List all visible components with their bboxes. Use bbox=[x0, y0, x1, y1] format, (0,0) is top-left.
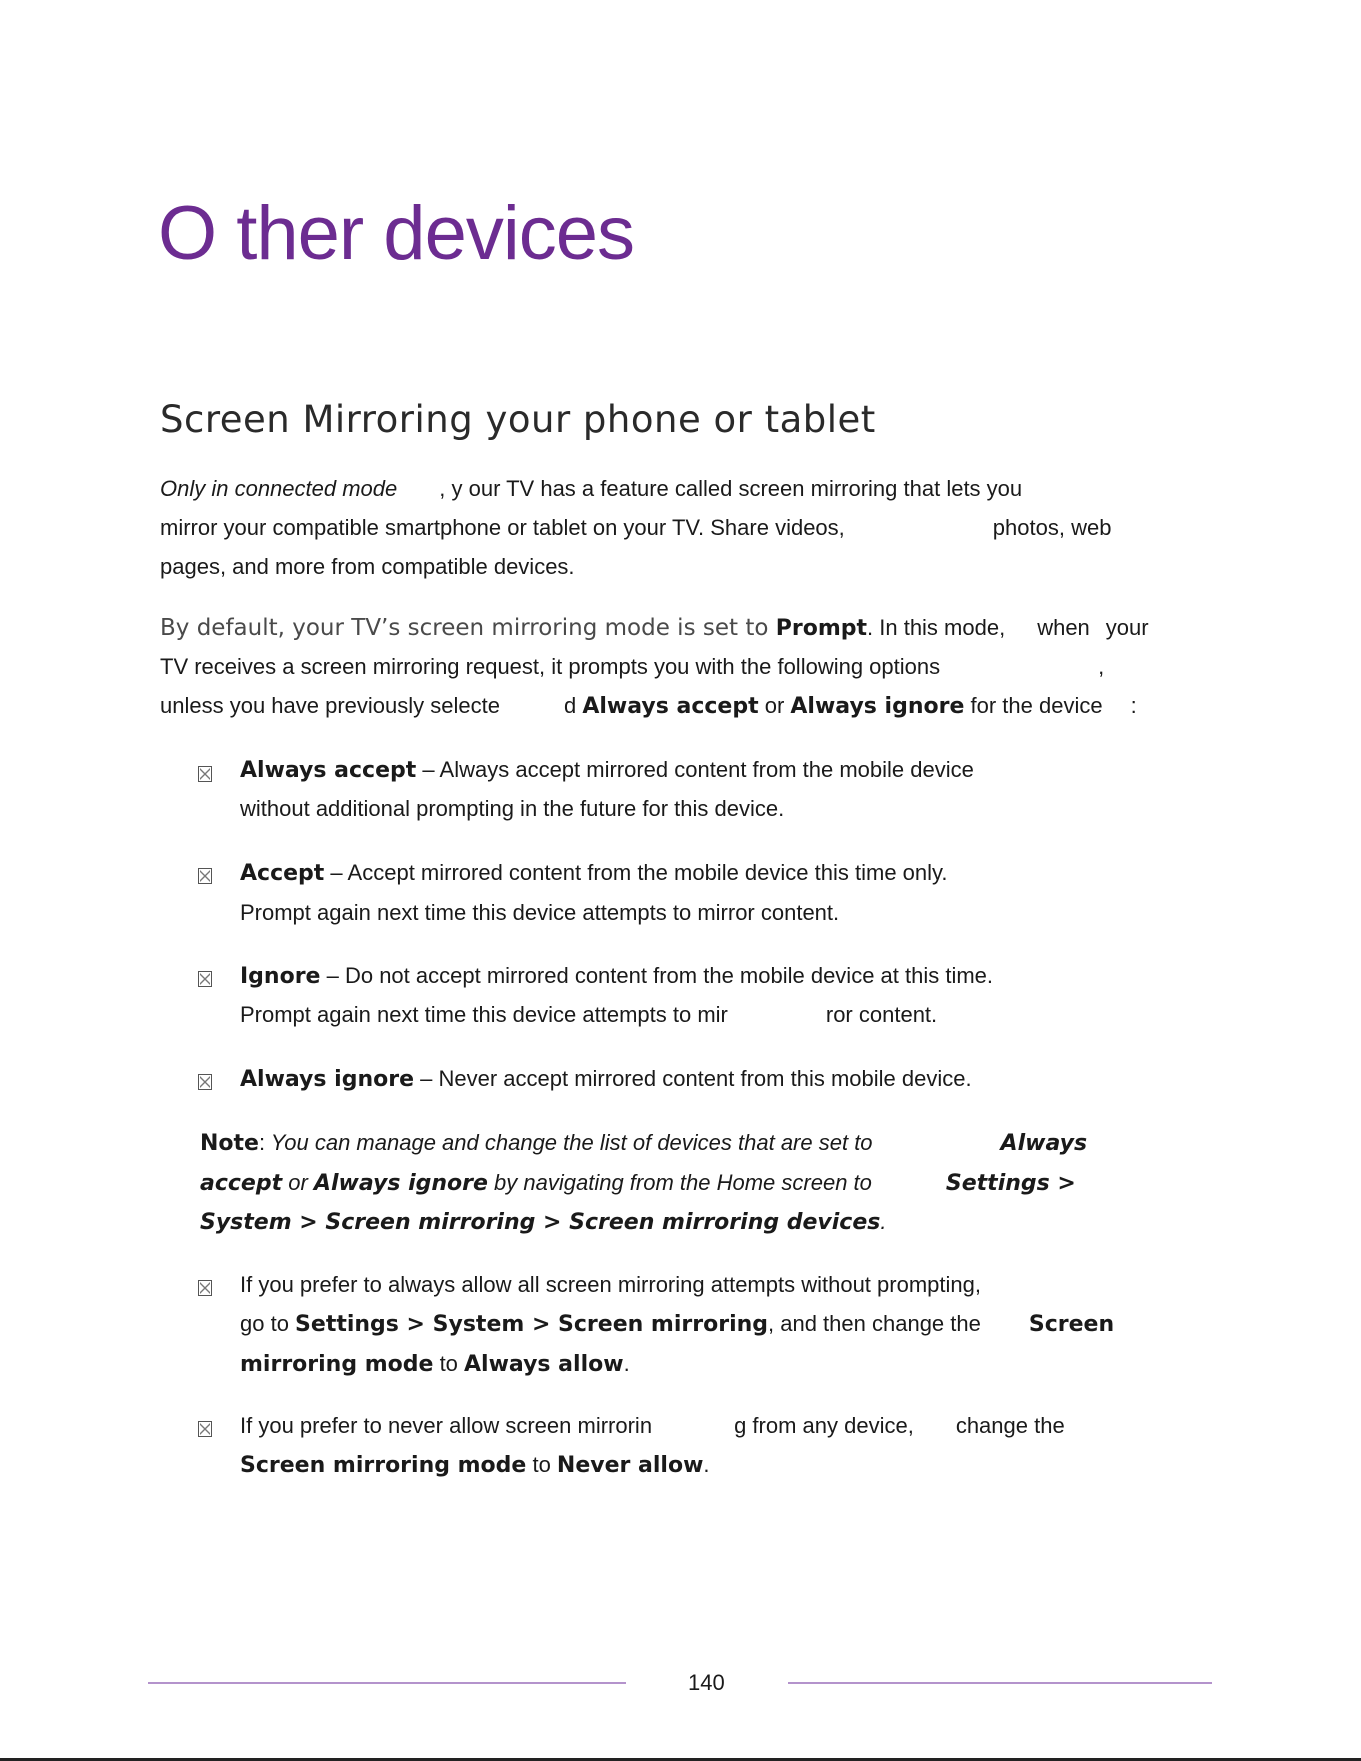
footer-rule-left bbox=[148, 1682, 626, 1684]
tip-never-allow: If you prefer to never allow screen mirrorin g from any device, change the bbox=[240, 1413, 1065, 1438]
bullet-icon bbox=[198, 766, 212, 782]
prompt-mode-label: Prompt bbox=[775, 616, 868, 641]
tip-always-allow-line-2: go to Settings > System > Screen mirroring, and then change the Screen bbox=[240, 1311, 1115, 1337]
option-ignore: Ignore – Do not accept mirrored content from the mobile device at this time. bbox=[240, 963, 994, 989]
option-always-ignore: Always ignore – Never accept mirrored content from this mobile device. bbox=[240, 1066, 972, 1092]
intro-line-3: pages, and more from compatible devices. bbox=[160, 554, 575, 579]
note-line-3: System > Screen mirroring > Screen mirroring devices. bbox=[200, 1209, 887, 1235]
intro-line-2: mirror your compatible smartphone or tablet on your TV. Share videos, photos, web bbox=[160, 515, 1112, 540]
bullet-icon bbox=[198, 1280, 212, 1296]
note-label: Note bbox=[200, 1131, 259, 1156]
tip-always-allow: If you prefer to always allow all screen mirroring attempts without prompting, bbox=[240, 1272, 981, 1297]
default-line-3: unless you have previously selecte d Always accept or Always ignore for the device : bbox=[160, 693, 1137, 719]
default-line-2: TV receives a screen mirroring request, it prompts you with the following options , bbox=[160, 654, 1105, 679]
option-always-accept: Always accept – Always accept mirrored content from the mobile device bbox=[240, 757, 974, 783]
chapter-title: O ther devices bbox=[158, 191, 634, 276]
footer-rule-right bbox=[788, 1682, 1212, 1684]
page-number: 140 bbox=[688, 1670, 725, 1695]
section-heading: Screen Mirroring your phone or tablet bbox=[160, 398, 876, 441]
bullet-icon bbox=[198, 1074, 212, 1090]
bullet-icon bbox=[198, 971, 212, 987]
note-line-2: accept or Always ignore by navigating from the Home screen to Settings > bbox=[200, 1170, 1076, 1196]
bullet-icon bbox=[198, 868, 212, 884]
option-ignore-line-2: Prompt again next time this device attempts to mir ror content. bbox=[240, 1002, 938, 1027]
default-line-1: By default, your TV’s screen mirroring mode is set to Prompt. In this mode, when your bbox=[160, 615, 1149, 641]
connected-mode-note: Only in connected mode bbox=[160, 476, 398, 501]
intro-line-1: Only in connected mode , y our TV has a feature called screen mirroring that lets you bbox=[160, 476, 1023, 501]
tip-never-allow-line-2: Screen mirroring mode to Never allow. bbox=[240, 1452, 710, 1478]
tip-always-allow-line-3: mirroring mode to Always allow. bbox=[240, 1351, 630, 1377]
option-always-accept-line-2: without additional prompting in the future for this device. bbox=[240, 796, 785, 821]
bullet-icon bbox=[198, 1421, 212, 1437]
note-line-1: Note: You can manage and change the list of devices that are set to Always bbox=[200, 1130, 1088, 1156]
option-accept: Accept – Accept mirrored content from the mobile device this time only. bbox=[240, 860, 948, 886]
option-accept-line-2: Prompt again next time this device attempts to mirror content. bbox=[240, 900, 840, 925]
